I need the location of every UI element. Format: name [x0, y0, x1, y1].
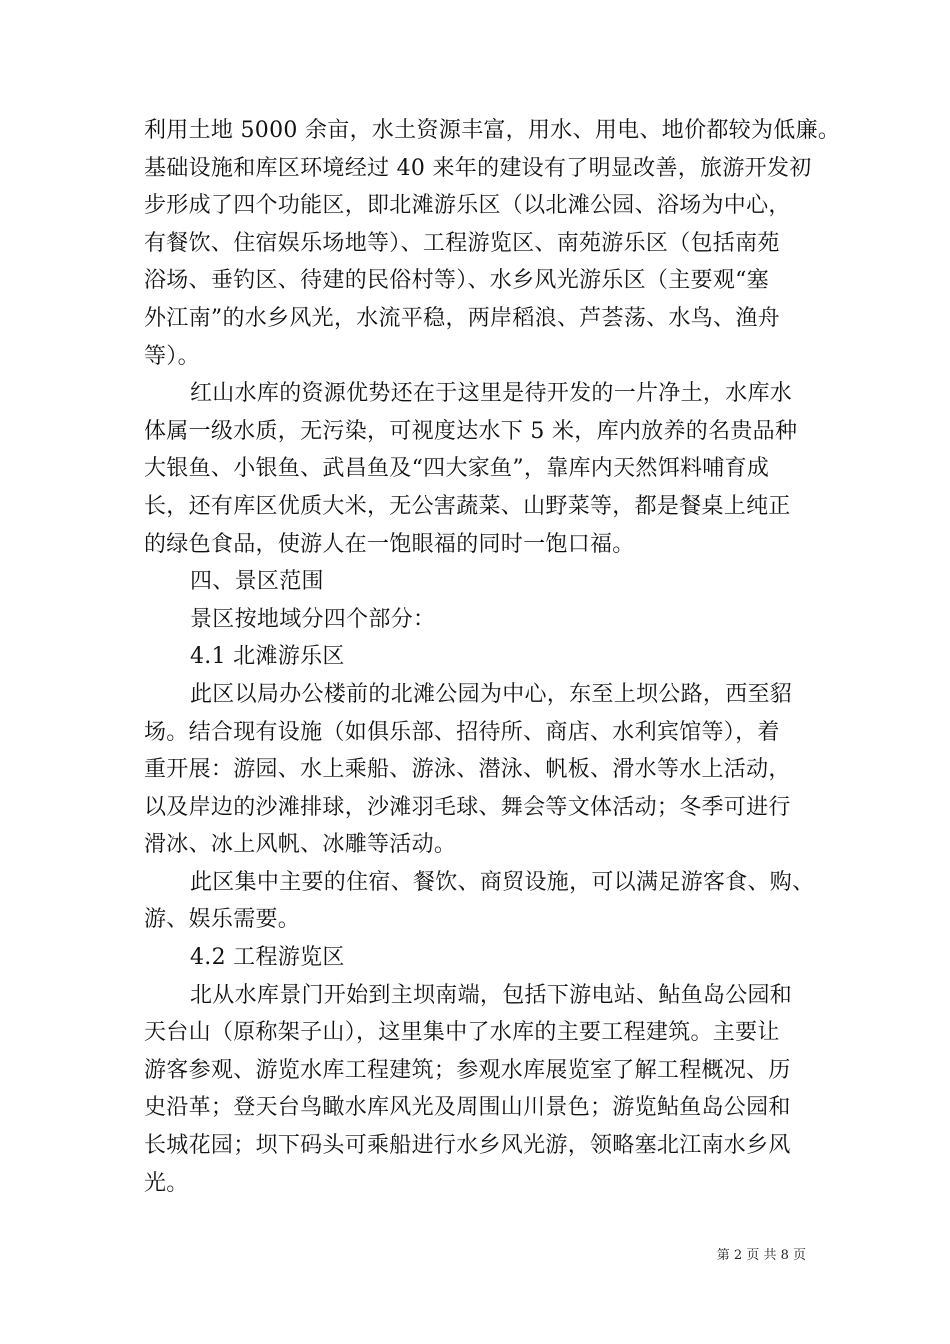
text-line: 基础设施和库区环境经过 40 来年的建设有了明显改善，旅游开发初	[144, 155, 812, 181]
text-line: 此区以局办公楼前的北滩公园为中心，东至上坝公路，西至貂	[190, 681, 793, 707]
page-number: 第 2 页 共 8 页	[716, 1248, 806, 1263]
text-line: 浴场、垂钓区、待建的民俗村等）、水乡风光游乐区（主要观“塞	[144, 268, 769, 294]
text-line: 重开展：游园、水上乘船、游泳、潜泳、帆板、滑水等水上活动，	[144, 757, 791, 783]
text-line: 外江南”的水乡风光，水流平稳，两岸稻浪、芦荟荡、水鸟、渔舟	[144, 305, 780, 331]
text-line: 长城花园；坝下码头可乘船进行水乡风光游，领略塞北江南水乡风	[144, 1133, 791, 1159]
text-line: 四、景区范围	[190, 569, 324, 595]
text-line: 步形成了四个功能区，即北滩游乐区（以北滩公园、浴场为中心，	[144, 193, 791, 219]
text-line: 的绿色食品，使游人在一饱眼福的同时一饱口福。	[144, 531, 635, 557]
document-body	[144, 112, 841, 1202]
text-line: 4.2 工程游览区	[190, 945, 345, 971]
text-line: 长，还有库区优质大米，无公害蔬菜、山野菜等，都是餐桌上纯正	[144, 493, 791, 519]
text-line: 大银鱼、小银鱼、武昌鱼及“四大家鱼”，靠库内天然饵料哺育成	[144, 456, 770, 482]
text-line: 红山水库的资源优势还在于这里是待开发的一片净土，水库水	[190, 381, 793, 407]
text-line: 天台山（原称架子山），这里集中了水库的主要工程建筑。主要让	[144, 1020, 780, 1046]
text-line: 光。	[144, 1170, 189, 1196]
text-line: 游、娱乐需要。	[144, 907, 301, 933]
text-line: 北从水库景门开始到主坝南端，包括下游电站、鲇鱼岛公园和	[190, 982, 793, 1008]
text-line: 史沿革；登天台鸟瞰水库风光及周围山川景色；游览鲇鱼岛公园和	[144, 1095, 791, 1121]
text-line: 游客参观、游览水库工程建筑；参观水库展览室了解工程概况、历	[144, 1057, 791, 1083]
text-line: 有餐饮、住宿娱乐场地等）、工程游览区、南苑游乐区（包括南苑	[144, 230, 780, 256]
text-line: 场。结合现有设施（如俱乐部、招待所、商店、水利宾馆等），着	[144, 719, 780, 745]
text-line: 体属一级水质，无污染，可视度达水下 5 米，库内放养的名贵品种	[144, 418, 798, 444]
text-line: 以及岸边的沙滩排球，沙滩羽毛球、舞会等文体活动；冬季可进行	[144, 794, 791, 820]
text-line: 等）。	[144, 343, 200, 369]
text-line: 4.1 北滩游乐区	[190, 644, 345, 670]
text-line: 景区按地域分四个部分：	[190, 606, 436, 632]
text-line: 滑冰、冰上风帆、冰雕等活动。	[144, 832, 457, 858]
text-line: 此区集中主要的住宿、餐饮、商贸设施，可以满足游客食、购、	[190, 869, 815, 895]
text-line: 利用土地 5000 余亩，水土资源丰富，用水、用电、地价都较为低廉。	[144, 118, 841, 143]
